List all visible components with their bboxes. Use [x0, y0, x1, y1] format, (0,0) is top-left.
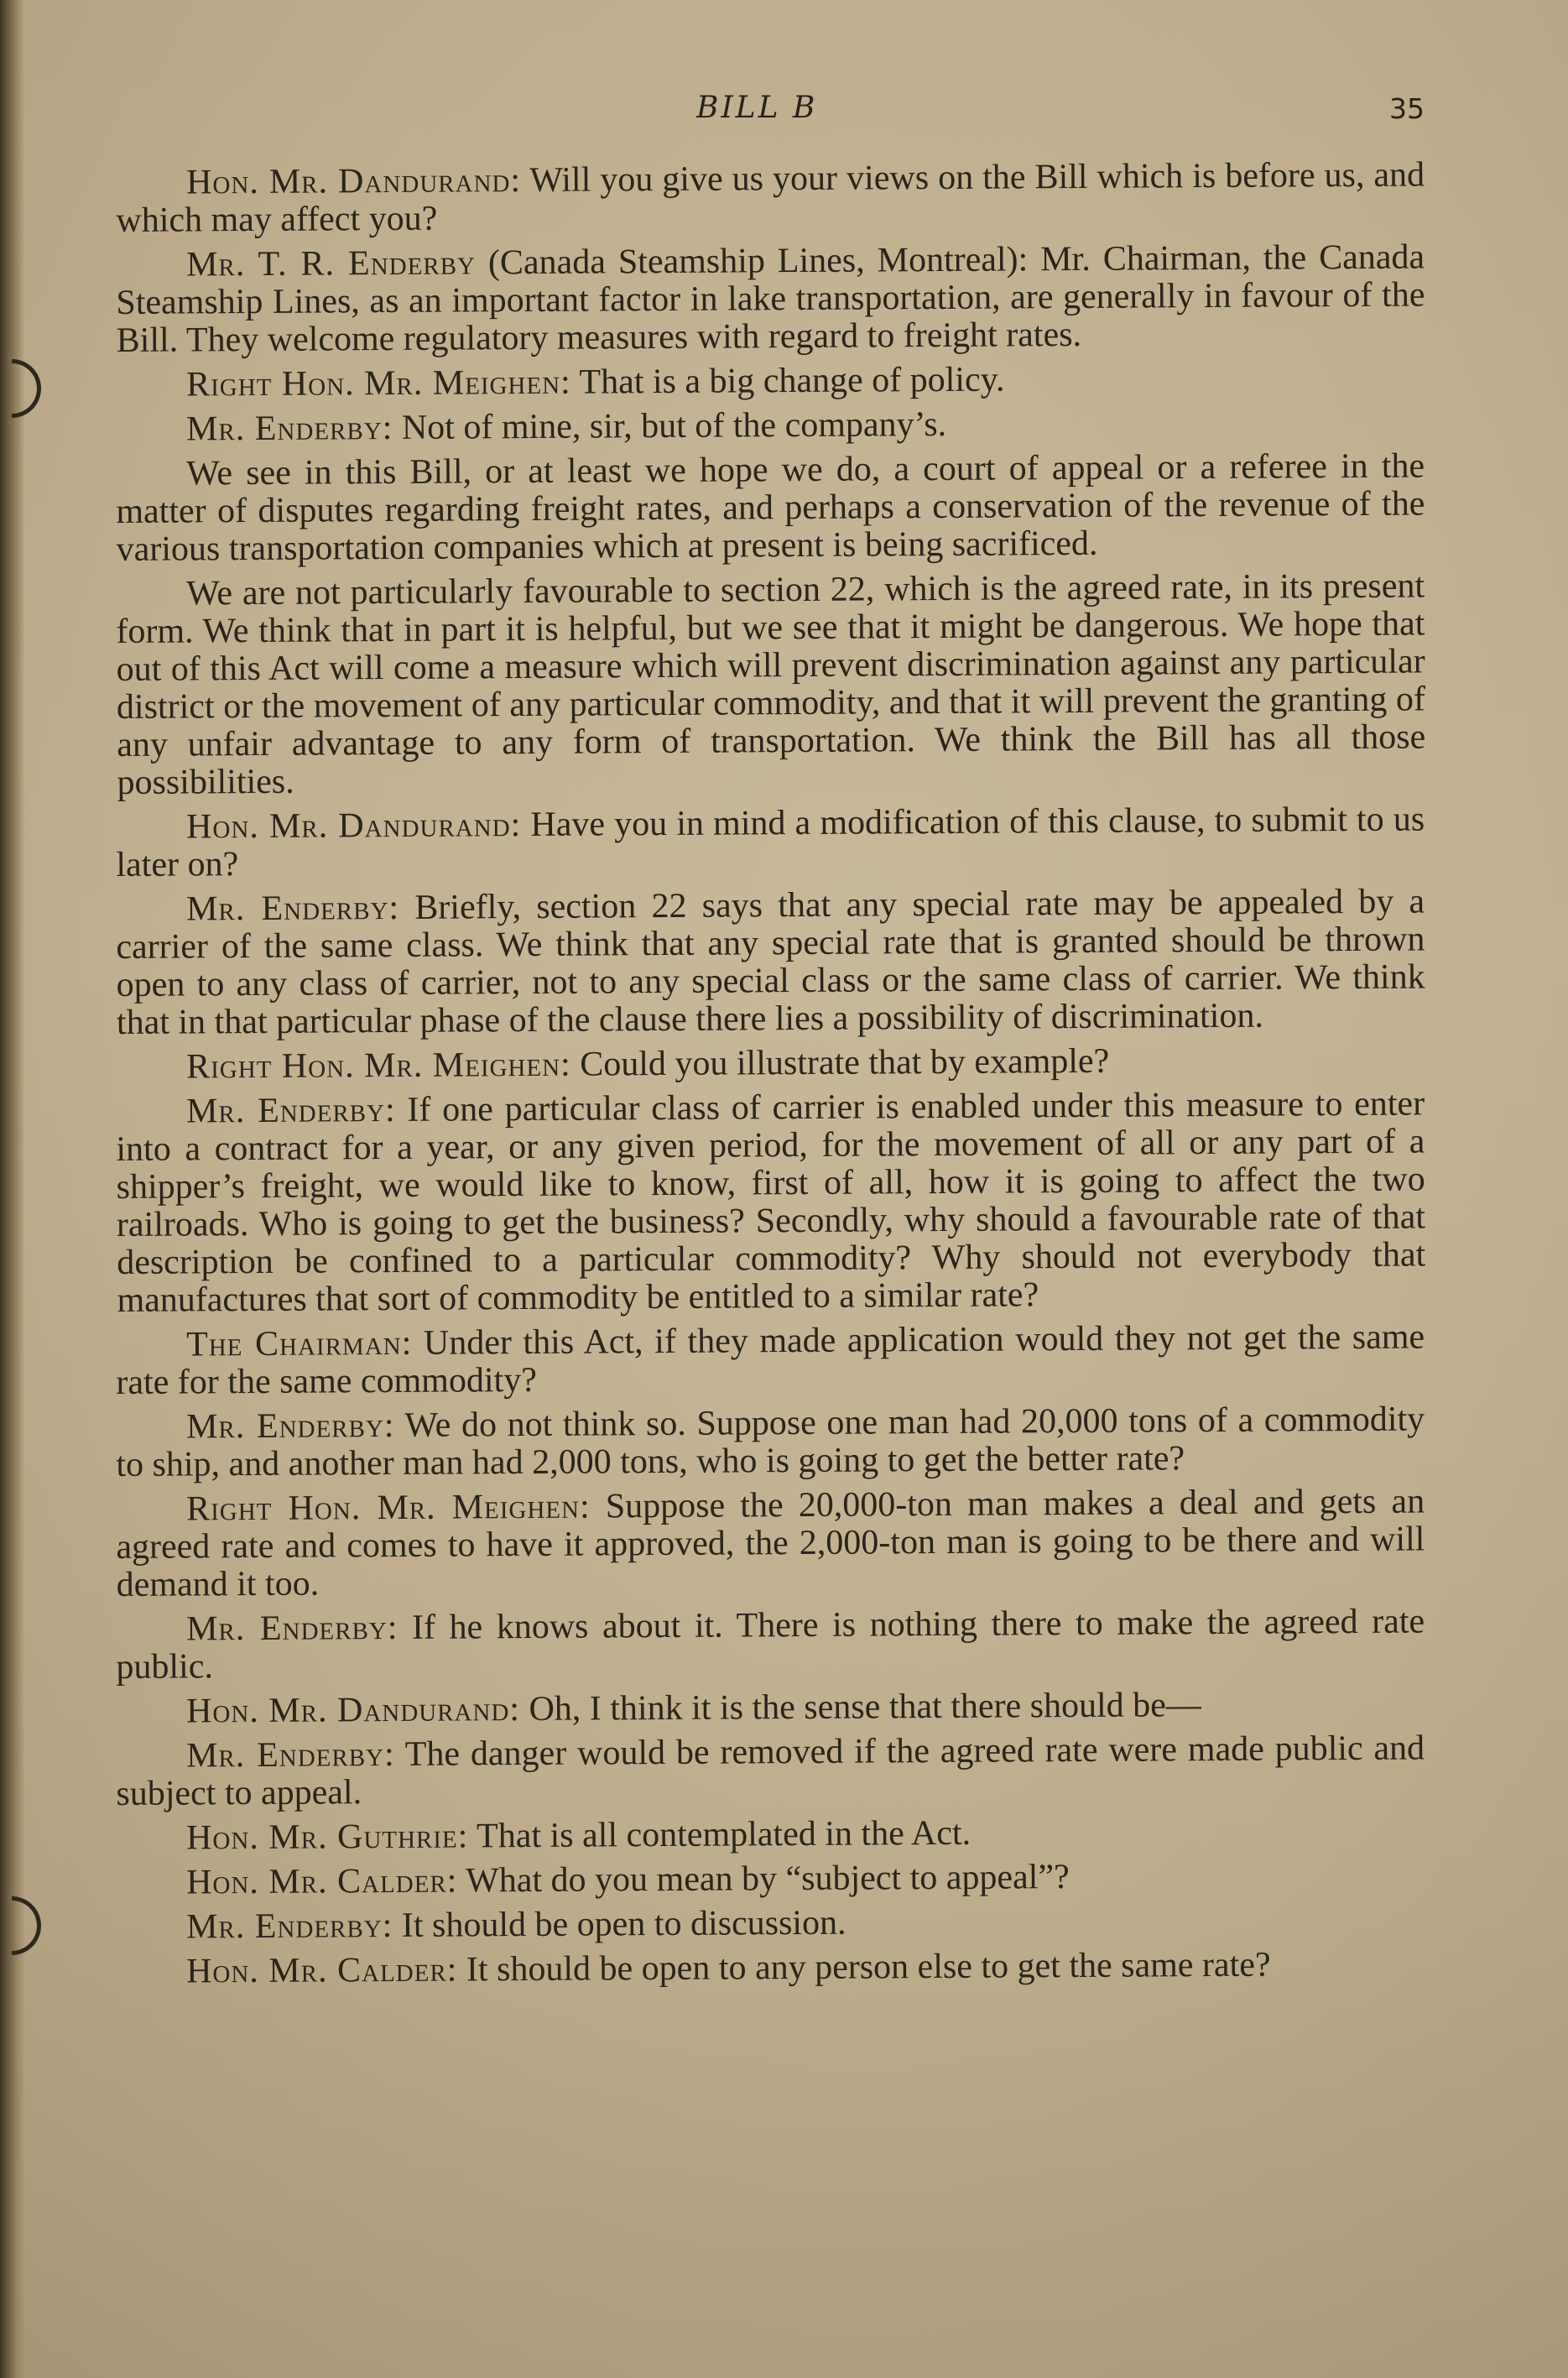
speaker-name: Mr. T. R. Enderby: [185, 243, 477, 284]
speaker-name: Mr. Enderby:: [185, 1608, 399, 1649]
paragraph-text: That is a big change of policy.: [570, 360, 1005, 402]
paragraph: [116, 447, 1425, 569]
paragraph-text: Under this Act, if they made application would they not get the same rate for the same commodity?: [116, 1317, 1425, 1402]
paragraph-text: Have you in mind a modification of this clause, to submit to us later on?: [116, 800, 1425, 884]
paragraph: [116, 883, 1425, 1042]
paragraph: [116, 1856, 1425, 1902]
transcript-body: [116, 155, 1426, 1998]
speaker-name: Hon. Mr. Dandurand:: [185, 1690, 521, 1731]
paragraph-text: We see in this Bill, or at least we hope we do, a court of appeal or a referee in the matter of disputes regarding freight rates, and perhaps a conservation of the revenue of the various transportation companies which at present is being sacrificed.: [116, 446, 1425, 569]
paragraph: [116, 238, 1425, 360]
page-number: 35: [1389, 92, 1425, 125]
speaker-name: Mr. Enderby:: [185, 1090, 396, 1131]
paragraph-text: The danger would be removed if the agreed rate were made public and subject to appeal.: [116, 1729, 1425, 1813]
paragraph: [116, 358, 1425, 404]
speaker-name: Hon. Mr. Guthrie:: [185, 1817, 469, 1858]
speaker-name: Hon. Mr. Calder:: [185, 1950, 458, 1991]
speaker-name: Mr. Enderby:: [185, 888, 400, 929]
paragraph: [116, 1040, 1425, 1087]
paragraph: [116, 1685, 1425, 1731]
paragraph-text: Briefly, section 22 says that any special rate may be appealed by a carrier of the same class. We think that any special rate that is granted should be thrown open to any class of carrier, not to any special class or the same class of carrier. We think that in that particular phase of the clause there lies a possibility of discrimination.: [116, 882, 1425, 1042]
paragraph-text: We do not think so. Suppose one man had 20,000 tons of a commodity to ship, and another man had 2,000 tons, who is going to get the better rate?: [116, 1400, 1425, 1484]
paragraph: [116, 1945, 1425, 1991]
paragraph: [116, 156, 1425, 240]
speaker-name: Right Hon. Mr. Meighen:: [185, 1487, 591, 1529]
paragraph-text: It should be open to discussion.: [393, 1903, 847, 1945]
paragraph-text: If he knows about it. There is nothing there to make the agreed rate public.: [116, 1602, 1425, 1687]
paragraph: [116, 1483, 1425, 1604]
paragraph-text: Could you illustrate that by example?: [570, 1041, 1110, 1084]
paragraph: [116, 567, 1426, 802]
speaker-name: Mr. Enderby:: [185, 408, 393, 449]
binding-hole: [12, 1896, 41, 1955]
paragraph-text: Will you give us your views on the Bill which is before us, and which may affect you?: [116, 155, 1425, 240]
paragraph: [116, 800, 1425, 884]
paragraph: [116, 1812, 1425, 1858]
speaker-name: Hon. Mr. Calder:: [185, 1861, 458, 1902]
binding-hole: [12, 359, 41, 418]
paragraph-text: That is all contemplated in the Act.: [468, 1813, 972, 1856]
paragraph-text: If one particular class of carrier is enabled under this measure to enter into a contract for a year, or any given period, for the movement of all or any part of a shipper’s freight, we would like to know, first of all, how it is going to affect the two railroads. Who is going to get the business? Secondly, why should a favourable rate of that description be confined to a particular commodity? Why should not everybody that manufactures that sort of commodity be entitled to a similar rate?: [116, 1084, 1426, 1320]
paragraph: [116, 1085, 1426, 1320]
speaker-name: Mr. Enderby:: [185, 1906, 393, 1947]
speaker-name: Hon. Mr. Dandurand:: [185, 161, 522, 202]
paragraph: [116, 1729, 1425, 1813]
running-title: BILL B: [696, 91, 818, 125]
binding-edge: [0, 0, 25, 2378]
speaker-name: Mr. Enderby:: [185, 1405, 395, 1447]
paragraph: [116, 1603, 1425, 1687]
paragraph-text: (Canada Steamship Lines, Montreal): Mr. Chairman, the Canada Steamship Lines, as an important factor in lake transportation, are generally in favour of the Bill. They welcome regulatory measures with regard to freight rates.: [116, 237, 1425, 360]
paragraph: [116, 1400, 1425, 1484]
paragraph: [116, 1901, 1425, 1947]
speaker-name: The Chairman:: [185, 1323, 413, 1364]
page-header: [0, 91, 1568, 141]
paragraph-text: Not of mine, sir, but of the company’s.: [393, 404, 947, 447]
paragraph-text: Suppose the 20,000-ton man makes a deal and gets an agreed rate and comes to have it approved, the 2,000-ton man is going to be there and will demand it too.: [116, 1482, 1425, 1604]
speaker-name: Right Hon. Mr. Meighen:: [185, 1045, 571, 1087]
paragraph-text: It should be open to any person else to get the same rate?: [457, 1945, 1271, 1989]
paragraph: [116, 403, 1425, 449]
speaker-name: Mr. Enderby:: [185, 1734, 395, 1776]
paragraph: [116, 1318, 1425, 1402]
paragraph-text: What do you mean by “subject to appeal”?: [457, 1858, 1070, 1901]
paragraph-text: Oh, I think it is the sense that there should be—: [519, 1686, 1201, 1729]
speaker-name: Hon. Mr. Dandurand:: [185, 806, 522, 847]
paragraph-text: We are not particularly favourable to section 22, which is the agreed rate, in its present form. We think that in part it is helpful, but we see that it might be dangerous. We hope that out of this Act will come a measure which will prevent discrimination against any particular district or the movement of any particular commodity, and that it will prevent the granting of any unfair advantage to any form of transportation. We think the Bill has all those possibilities.: [116, 566, 1426, 802]
speaker-name: Right Hon. Mr. Meighen:: [185, 362, 571, 404]
